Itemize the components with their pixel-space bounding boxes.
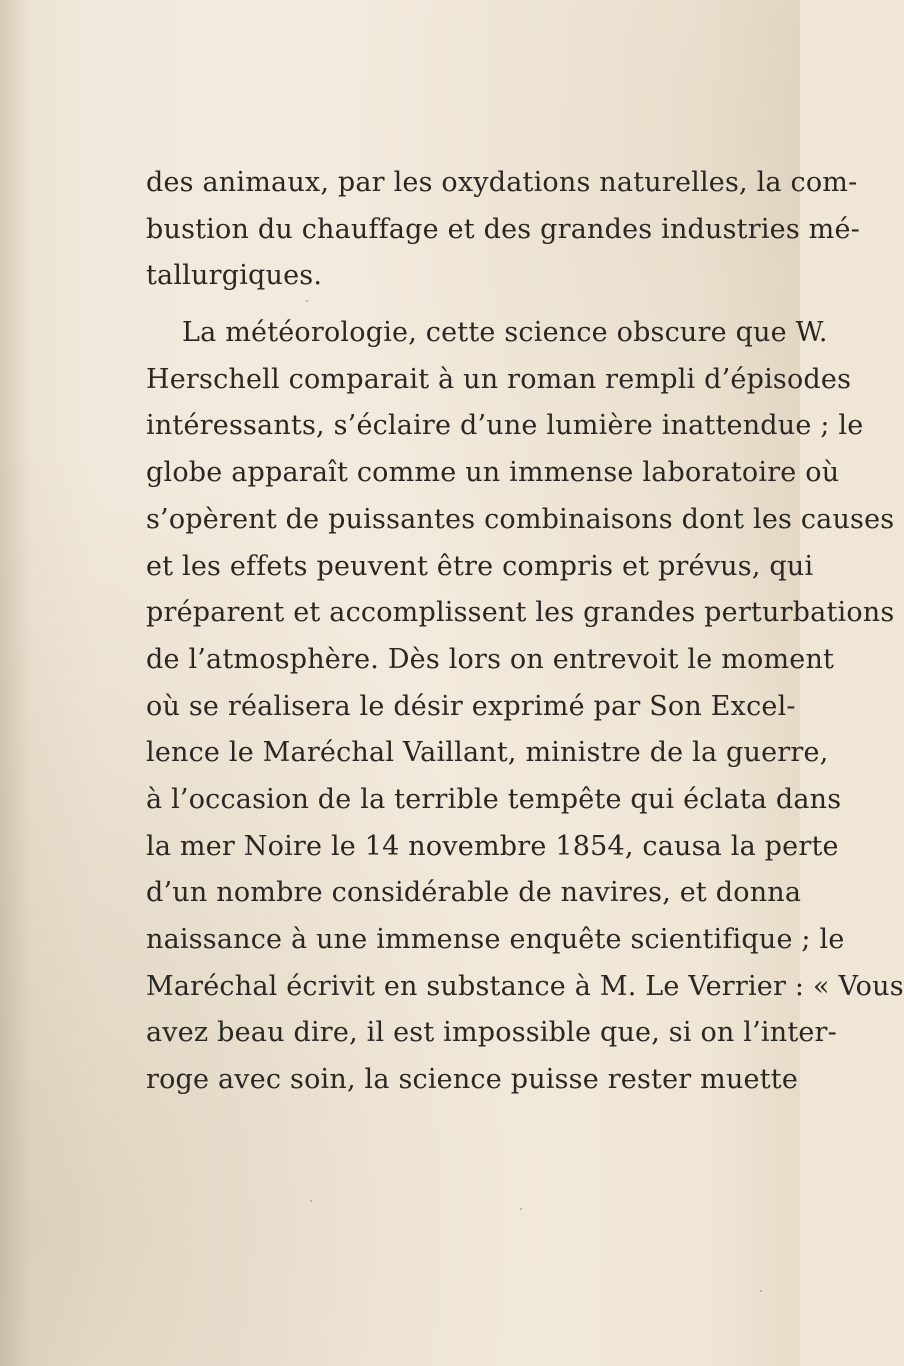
page-text bbox=[146, 160, 904, 1104]
text-line: avez beau dire, il est impossible que, si on l’inter- bbox=[146, 1017, 837, 1049]
text-line: Herschell comparait à un roman rempli d’épisodes bbox=[146, 363, 852, 395]
text-line: préparent et accomplissent les grandes perturbations bbox=[146, 597, 895, 629]
paper-speck bbox=[306, 300, 308, 302]
text-line: La météorologie, cette science obscure que W. bbox=[182, 317, 828, 349]
text-line: la mer Noire le 14 novembre 1854, causa la perte bbox=[146, 830, 839, 862]
text-line: naissance à une immense enquête scientifique ; le bbox=[146, 924, 845, 955]
text-line: où se réalisera le désir exprimé par Son Excel- bbox=[146, 690, 796, 722]
paper-speck bbox=[760, 1290, 762, 1292]
text-line: lence le Maréchal Vaillant, ministre de la guerre, bbox=[146, 737, 829, 769]
text-line: d’un nombre considérable de navires, et donna bbox=[146, 877, 802, 909]
text-line: des animaux, par les oxydations naturelles, la com- bbox=[146, 167, 858, 198]
text-line: globe apparaît comme un immense laboratoire où bbox=[146, 457, 840, 489]
text-line: bustion du chauffage et des grandes industries mé- bbox=[146, 213, 860, 245]
text-line: et les effets peuvent être compris et prévus, qui bbox=[146, 550, 814, 582]
text-line: à l’occasion de la terrible tempête qui éclata dans bbox=[146, 783, 842, 815]
paragraph-gap bbox=[146, 300, 716, 310]
text-line: s’opèrent de puissantes combinaisons dont les causes bbox=[146, 503, 895, 535]
paper-speck bbox=[520, 1208, 522, 1210]
text-line: de l’atmosphère. Dès lors on entrevoit le moment bbox=[146, 643, 835, 675]
text-line: Maréchal écrivit en substance à M. Le Verrier : « Vous bbox=[146, 970, 904, 1002]
paper-speck bbox=[310, 1200, 312, 1202]
text-line: roge avec soin, la science puisse rester muette bbox=[146, 1064, 799, 1096]
text-line: tallurgiques. bbox=[146, 260, 323, 292]
page-gutter-shadow bbox=[0, 0, 30, 1366]
text-line: intéressants, s’éclaire d’une lumière inattendue ; le bbox=[146, 410, 864, 442]
